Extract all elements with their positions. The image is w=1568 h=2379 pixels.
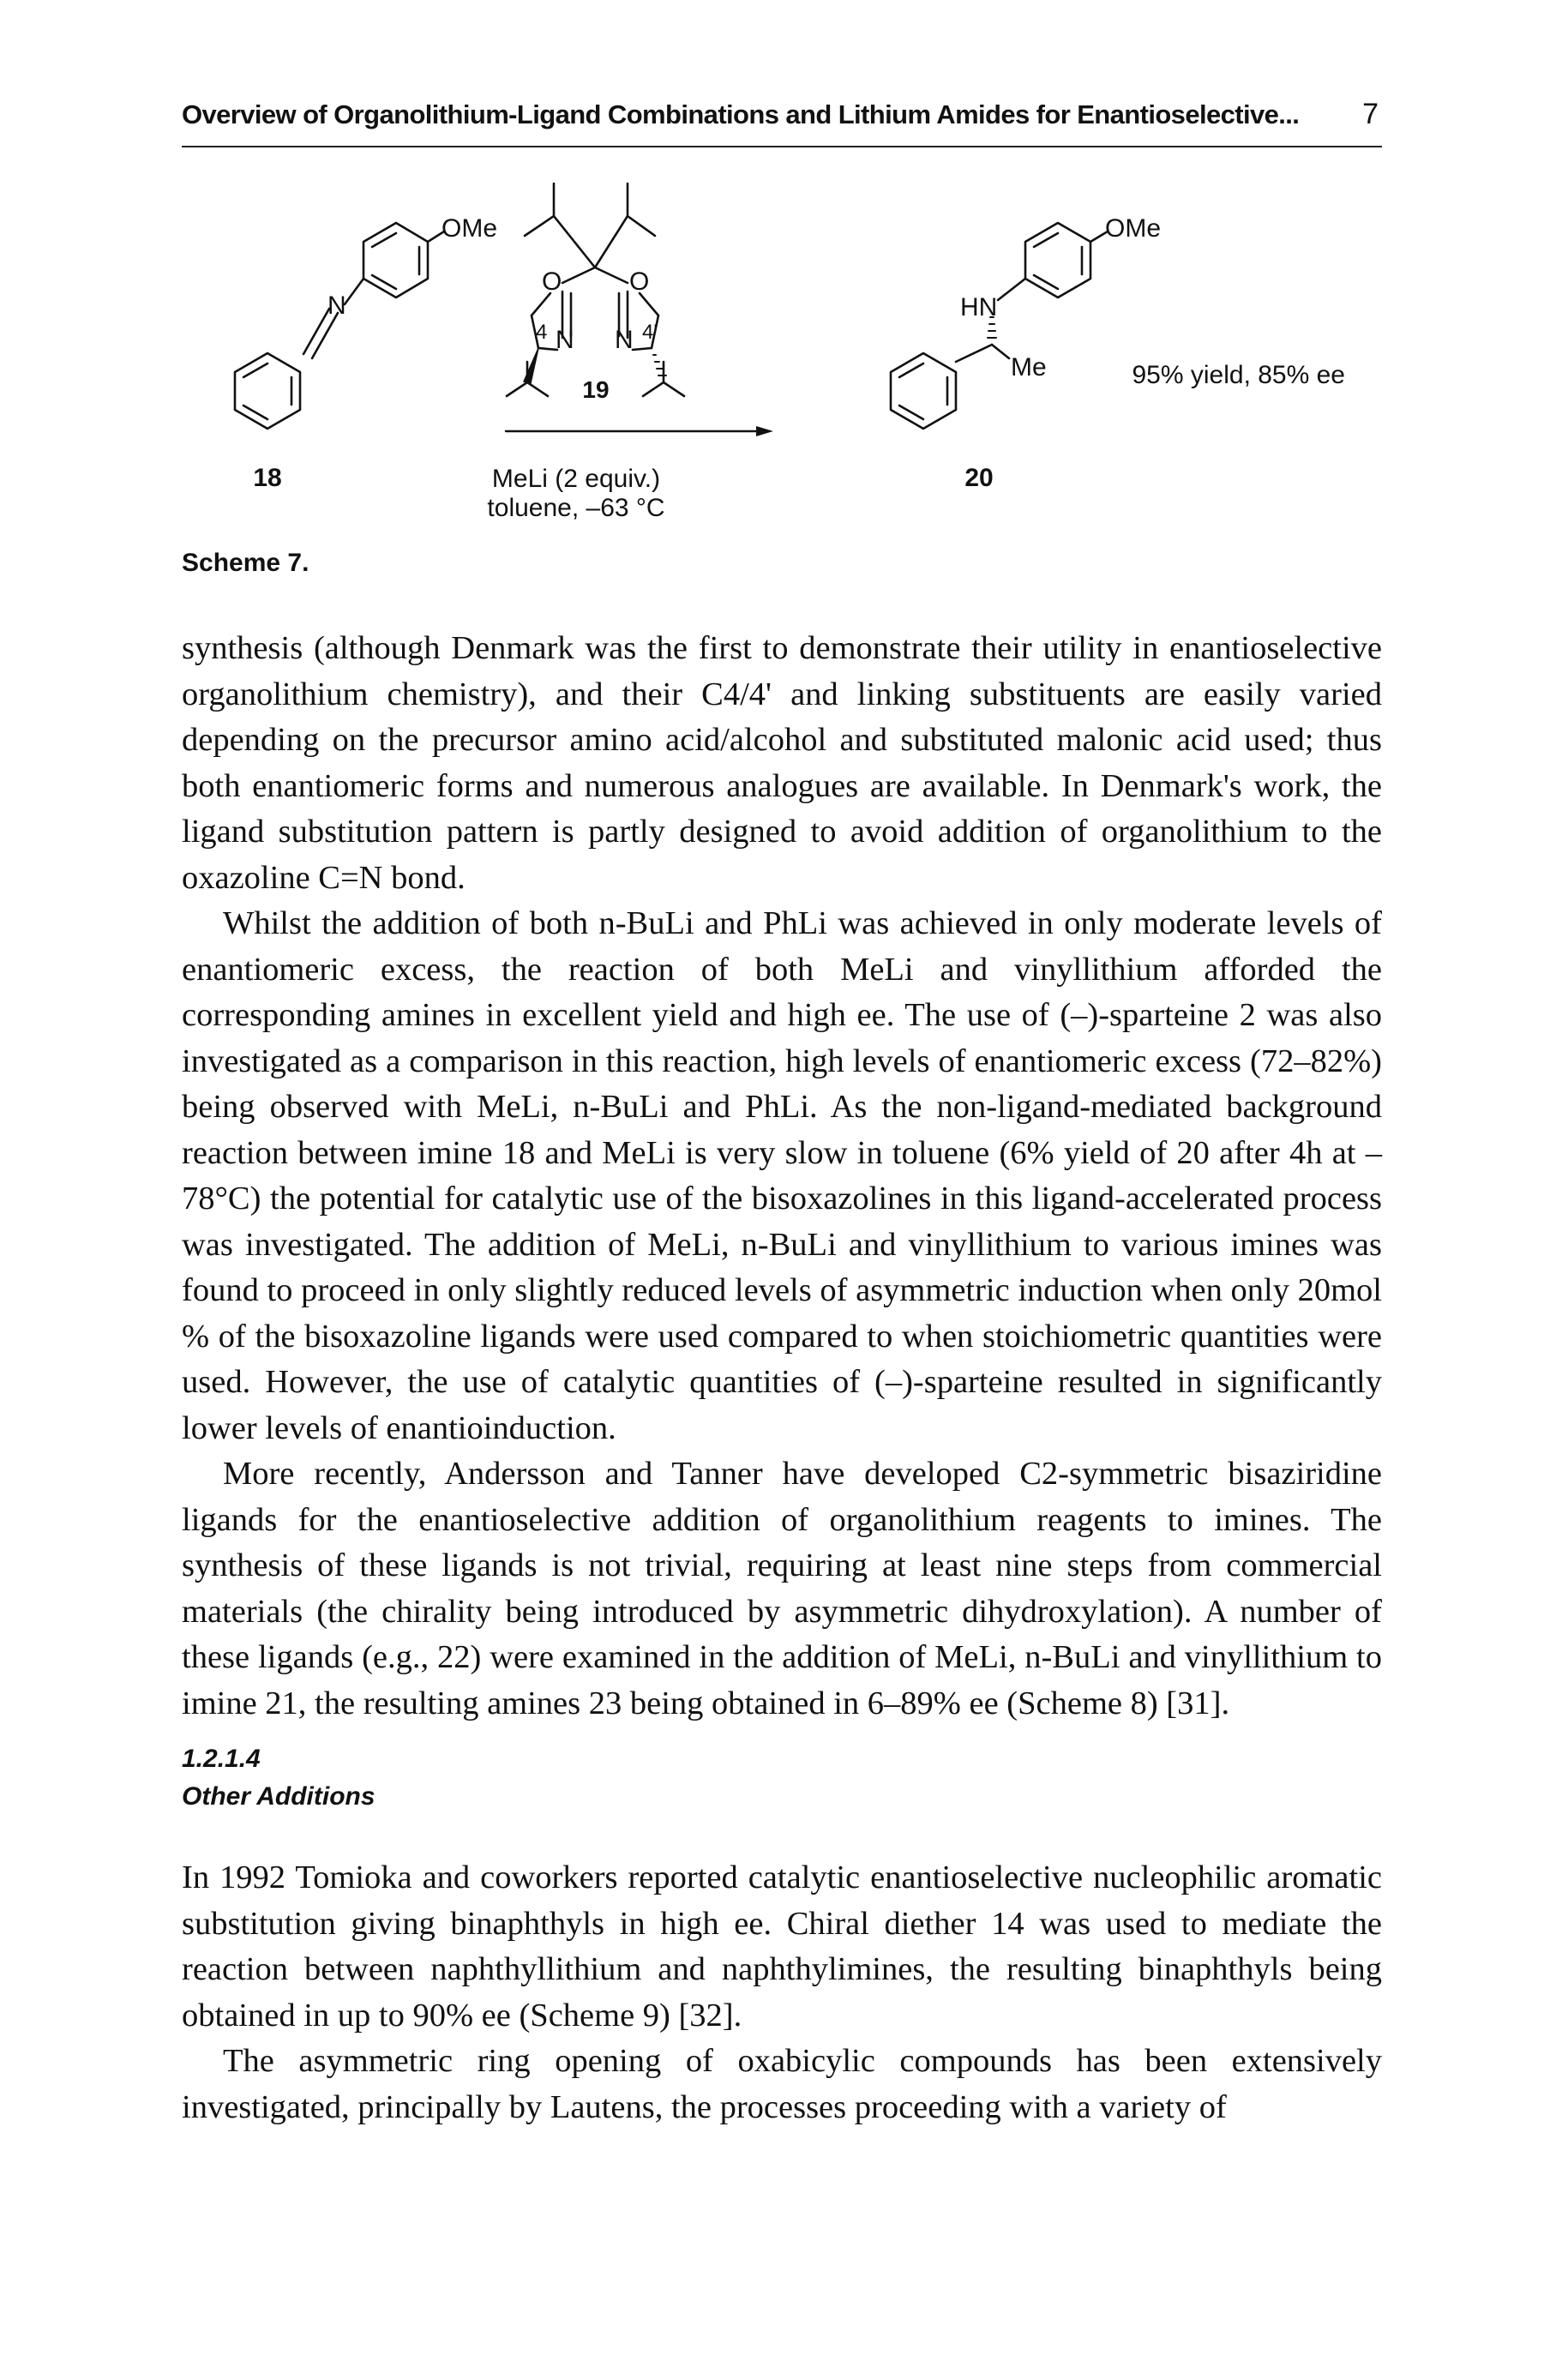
position-label-4: 4 — [536, 321, 548, 344]
paragraph: synthesis (although Denmark was the first to demonstrate their utility in enantioselective organolithium chemistry), and their C4/4' and linking substituents are easily varied depending on the precursor amino acid/alcohol and substituted malonic acid used; thus both enantiomeric forms and numerous analogues are available. In Denmark's work, the ligand substitution pattern is partly designed to avoid addition of organolithium to the oxazoline C=N bond. — [182, 630, 1382, 896]
paragraph: In 1992 Tomioka and coworkers reported catalytic enantioselective nucleophilic aromatic substitution giving binaphthyls in high ee. Chiral diether 14 was used to mediate the reaction between naphthyllithium and naphthylimines, the resulting binaphthyls being obtained in up to 90% ee (Scheme 9) [32]. — [182, 1859, 1382, 2034]
body-text-block-2 — [182, 1855, 1382, 2130]
paragraph: The asymmetric ring opening of oxabicylic compounds has been extensively investigated, principally by Lautens, the processes proceeding with a variety of — [182, 2043, 1382, 2125]
n-label: N — [327, 291, 346, 320]
running-header — [182, 94, 1382, 147]
oxygen-label: O — [542, 267, 562, 296]
body-text-block-1 — [182, 626, 1382, 1727]
running-title: Overview of Organolithium-Ligand Combinations and Lithium Amides for Enantioselective... — [182, 99, 1300, 129]
imine-bond — [303, 309, 329, 354]
section-heading — [182, 1740, 375, 1816]
scheme-7-figure — [182, 171, 1382, 540]
reagent-label: MeLi (2 equiv.) — [491, 465, 661, 493]
compound-20-structure — [891, 214, 1161, 492]
position-label-4-prime: 4' — [642, 321, 658, 344]
nitrogen-label: N — [556, 326, 574, 354]
ome-label: OMe — [1105, 214, 1162, 243]
compound-number-19: 19 — [582, 376, 610, 403]
compound-19-structure — [507, 183, 684, 403]
reaction-arrow — [506, 426, 773, 436]
methyl-label: Me — [1011, 353, 1047, 381]
section-number: 1.2.1.4 — [182, 1745, 261, 1773]
hn-label: HN — [960, 293, 998, 321]
paragraph: More recently, Andersson and Tanner have developed C2-symmetric bisaziridine ligands for the enantioselective addition of organolithium reagents to imines. The synthesis of these ligands is not trivial, requiring at least nine steps from commercial materials (the chirality being introduced by asymmetric dihydroxylation). A number of these ligands (e.g., 22) were examined in the addition of MeLi, n-BuLi and vinyllithium to imine 21, the resulting amines 23 being obtained in 6–89% ee (Scheme 8) [31]. — [182, 1456, 1382, 1721]
scheme-caption: Scheme 7. — [182, 549, 309, 577]
compound-number-20: 20 — [964, 464, 994, 492]
nitrogen-label: N — [615, 326, 634, 354]
yield-ee-result: 95% yield, 85% ee — [1132, 361, 1345, 389]
paragraph: Whilst the addition of both n-BuLi and PhLi was achieved in only moderate levels of enantiomeric excess, the reaction of both MeLi and vinyllithium afforded the corresponding amines in excellent yield and high ee. The use of (–)-sparteine 2 was also investigated as a comparison in this reaction, high levels of enantiomeric excess (72–82%) being observed with MeLi, n-BuLi and PhLi. As the non-ligand-mediated background reaction between imine 18 and MeLi is very slow in toluene (6% yield of 20 after 4h at –78°C) the potential for catalytic use of the bisoxazolines in this ligand-accelerated process was investigated. The addition of MeLi, n-BuLi and vinyllithium to various imines was found to proceed in only slightly reduced levels of asymmetric induction when only 20mol % of the bisoxazoline ligands were used compared to when stoichiometric quantities were used. However, the use of catalytic quantities of (–)-sparteine resulted in significantly lower levels of enantioinduction. — [182, 905, 1382, 1446]
oxygen-label: O — [629, 267, 650, 296]
ome-label: OMe — [442, 214, 498, 243]
section-title: Other Additions — [182, 1782, 375, 1811]
page-number: 7 — [1362, 98, 1379, 130]
conditions-label: toluene, –63 °C — [487, 494, 665, 522]
compound-number-18: 18 — [253, 464, 282, 492]
bond-to-n — [345, 279, 363, 304]
compound-18-structure — [235, 214, 497, 492]
wedge-bond — [524, 348, 538, 383]
